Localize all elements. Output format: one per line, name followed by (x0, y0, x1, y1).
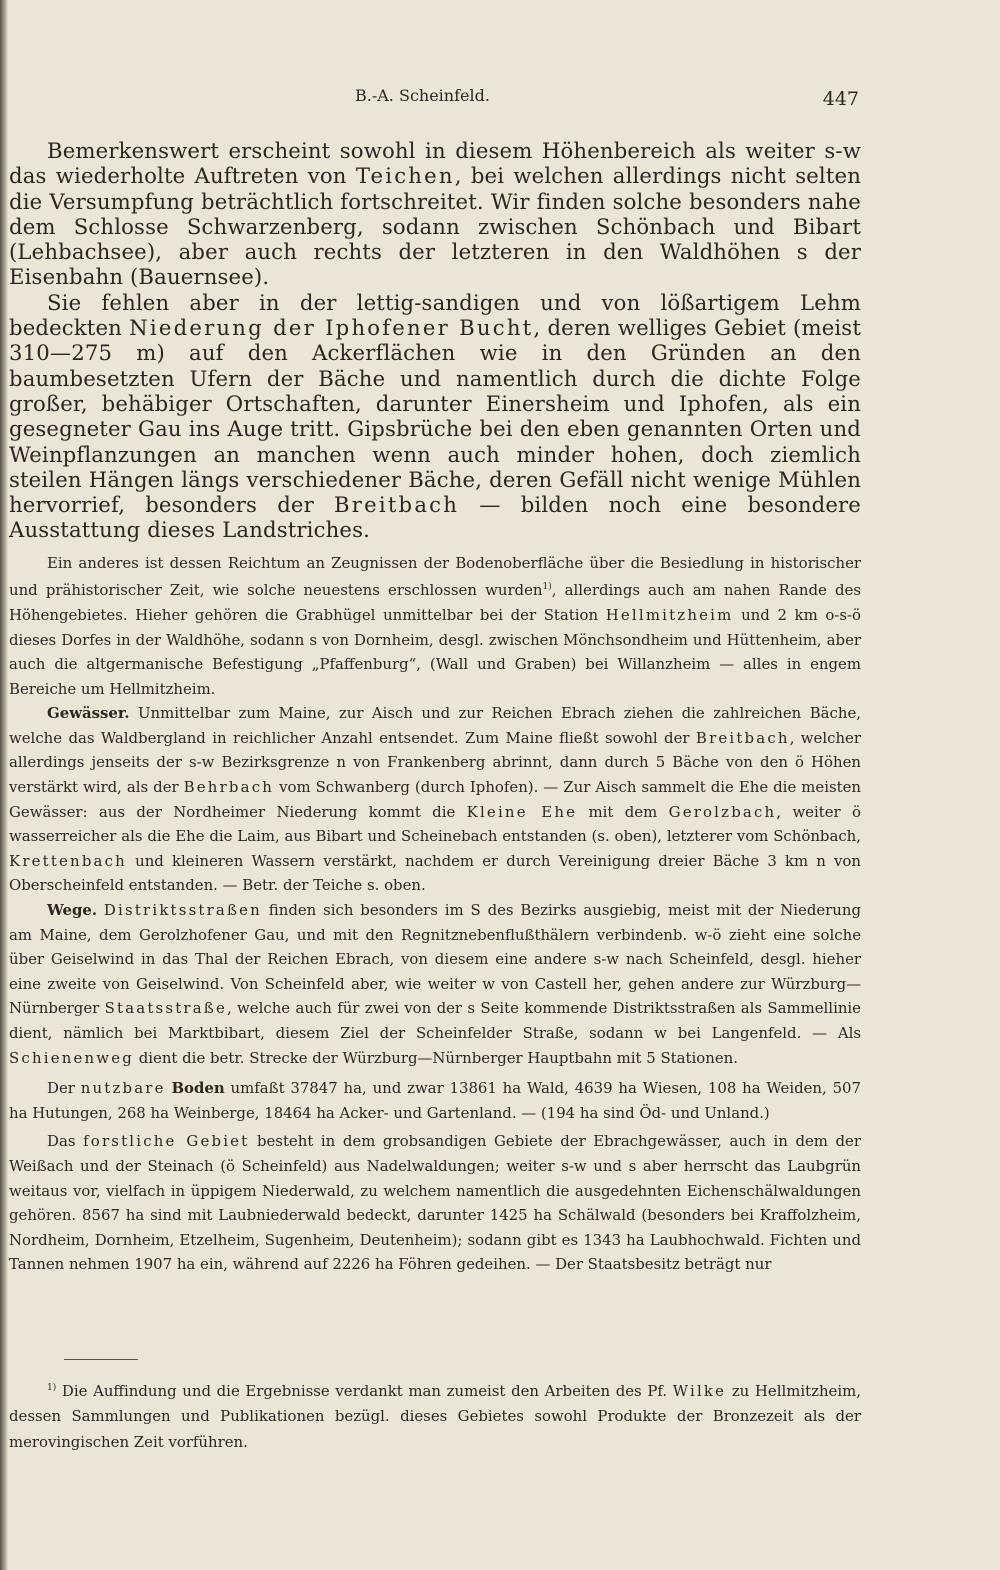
text-run: Bemerkenswert erscheint sowohl in diesem Höhenbereich als weiter s-w das wiederholte Auftreten von (9, 138, 861, 189)
paragraph-boden (9, 1076, 861, 1125)
text-run: und 2 km o-s-ö dieses Dorfes in der Waldhöhe, sodann s von Dornheim, desgl. zwischen Mönchsondheim und Hüttenheim, aber auch die altgermanische Befestigung „Pfaffenburg“, (Wall und Graben) bei Willanzheim — alles in engem Bereiche um Hellmitzheim. (9, 605, 861, 698)
paragraph-niederung (9, 290, 861, 543)
section-label: Wege. (47, 901, 98, 920)
text-run: Sie fehlen aber in der lettig-sandigen und von lößartigem Lehm bedeckten (9, 289, 861, 341)
text-run: , deren welliges Gebiet (meist 310—275 m) auf den Ackerflächen wie in den Gründen an den baumbesetzten Ufern der Bäche und namentlich durch die dichte Folge großer, behäbiger Ortschaften, darunter Einersheim und Iphofen, als ein gesegneter Gau ins Auge tritt. Gipsbrüche bei den eben genannten Orten und Weinpflanzungen an manchen wenn auch minder hohen, doch ziemlich steilen Hängen längs verschiedener Bäche, deren Gefäll nicht wenige Mühlen hervorrief, besonders der (9, 315, 861, 518)
text-run: umfaßt 37847 ha, und zwar 13861 ha Wald, 4639 ha Wiesen, 108 ha Weiden, 507 ha Hutungen, 268 ha Weinberge, 18464 ha Acker- und Gartenland. — (194 ha sind Öd- und Unland.) (9, 1079, 861, 1122)
text-run: Die Auffindung und die Ergebnisse verdankt man zumeist den Arbeiten des Pf. (56, 1381, 673, 1400)
footnote-marker: 1) (47, 1383, 57, 1393)
spaced-term: Wilke (672, 1381, 727, 1400)
text-run: — bilden noch eine besondere Ausstattung dieses Landstriches. (9, 492, 861, 543)
text-run: besteht in dem grobsandigen Gebiete der Ebrachgewässer, auch in dem der Weißach und der Steinach (ö Scheinfeld) aus Nadelwaldungen; weiter s-w und s aber herrscht das Laubgrün weitaus vor, vielfach in üppigem Niederwald, zu welchem namentlich die ausgedehnten Eichenschälwaldungen gehören. 8567 ha sind mit Laubniederwald bedeckt, darunter 1425 ha Schälwald (besonders bei Kraffolzheim, Nordheim, Dornheim, Etzelheim, Sugenheim, Deutenheim); sodann gibt es 1343 ha Laubhochwald. Fichten und Tannen nehmen 1907 ha ein, während auf 2226 ha Föhren gedeihen. — Der Staatsbesitz beträgt nur (9, 1132, 861, 1274)
spaced-term: Schienenweg (9, 1048, 134, 1067)
spaced-term: Kleine Ehe (466, 802, 578, 821)
bold-term: Boden (171, 1079, 225, 1098)
book-gutter-edge (0, 0, 8, 1570)
spaced-term: Behrbach (183, 778, 275, 797)
spaced-term: Breitbach (695, 728, 790, 747)
footnote (9, 1376, 861, 1455)
footnote-reference[interactable]: 1) (542, 582, 552, 593)
spaced-term: Teichen (355, 163, 455, 189)
text-run: , allerdings auch am nahen Rande des Höhengebietes. Hieher gehören die Grabhügel unmittelbar bei der Station (9, 581, 862, 624)
spaced-term: Distriktsstraßen (103, 901, 262, 920)
text-run: Der (47, 1079, 81, 1098)
text-run: , welcher allerdings jenseits der s-w Bezirksgrenze n von Frankenberg abrinnt, dann durch 5 Bäche von den ö Höhen verstärkt wird, als der (9, 728, 861, 797)
paragraph-gewaesser (9, 701, 861, 898)
spaced-term: Staatsstraße (104, 999, 227, 1018)
spaced-term: forstliche Gebiet (83, 1132, 250, 1151)
spaced-term: Gerolzbach (668, 802, 777, 821)
page-header (9, 86, 861, 116)
footnote-text (9, 1376, 861, 1455)
text-run: , welche auch für zwei von der s Seite kommende Distriktsstraßen als Sammellinie dient, nämlich bei Marktbibart, diesem Ziel der Scheinfelder Straße, sodann w bei Langenfeld. — Als (9, 999, 861, 1042)
paragraph-forst (9, 1129, 861, 1277)
text-run: Unmittelbar zum Maine, zur Aisch und zur Reichen Ebrach ziehen die zahlreichen Bäche, welche das Waldbergland in reichlicher Anzahl entsendet. Zum Maine fließt sowohl der (9, 704, 861, 747)
page-number: 447 (822, 88, 859, 110)
paragraph-besiedlung (9, 551, 861, 702)
spaced-term: Breitbach (334, 492, 460, 518)
text-run: zu Hellmitzheim, dessen Sammlungen und Publikationen bezügl. dieses Gebietes sowohl Produkte der Bronzezeit als der merovingischen Zeit vorführen. (9, 1381, 861, 1451)
section-label: Gewässer. (47, 704, 130, 723)
page-body (9, 138, 861, 1277)
paragraph-teiche (9, 138, 861, 290)
text-run: mit dem (577, 802, 669, 821)
spaced-term: nutzbare (80, 1079, 166, 1098)
paragraph-wege (9, 898, 861, 1070)
text-run: dient die betr. Strecke der Würzburg—Nürnberger Hauptbahn mit 5 Stationen. (134, 1048, 738, 1067)
spaced-term: Niederung der Iphofener Bucht (129, 315, 534, 341)
text-run: finden sich besonders im S des Bezirks ausgiebig, meist mit der Niederung am Maine, dem Gerolzhofener Gau, und mit den Regnitznebenflußthälern verbindenb. w-ö zieht eine solche über Geiselwind in das Thal der Reichen Ebrach, von diesem eine andere s-w nach Scheinfeld, desgl. hieher eine zweite von Geiselwind. Von Scheinfeld aber, wie weiter w von Castell her, gehen andere zur Würzburg—Nürnberger (9, 901, 862, 1018)
text-run: vom Schwanberg (durch Iphofen). — Zur Aisch sammelt die Ehe die meisten Gewässer: aus der Nordheimer Niederung kommt die (9, 778, 861, 821)
text-run: , weiter ö wasserreicher als die Ehe die Laim, aus Bibart und Scheinebach entstanden (s. oben), letzterer vom Schönbach, (9, 802, 862, 846)
spaced-term: Krettenbach (9, 851, 127, 870)
footnote-divider (64, 1359, 138, 1360)
spaced-term: Hellmitzheim (605, 605, 734, 624)
text-run: , bei welchen allerdings nicht selten die Versumpfung beträchtlich fortschreitet. Wir finden solche besonders nahe dem Schlosse Schwarzenberg, sodann zwischen Schönbach und Bibart (Lehbachsee), aber auch rechts der letzteren in den Waldhöhen s der Eisenbahn (Bauernsee). (9, 163, 861, 290)
text-run: Das (47, 1132, 84, 1151)
running-title: B.-A. Scheinfeld. (355, 86, 490, 105)
text-run: Ein anderes ist dessen Reichtum an Zeugnissen der Bodenoberfläche über die Besiedlung in historischer und prähistorischer Zeit, wie solche neuestens erschlossen wurden (9, 553, 861, 600)
text-run (97, 901, 104, 919)
text-run: und kleineren Wassern verstärkt, nachdem er durch Vereinigung dreier Bäche 3 km n von Oberscheinfeld entstanden. — Betr. der Teiche s. oben. (9, 851, 861, 895)
